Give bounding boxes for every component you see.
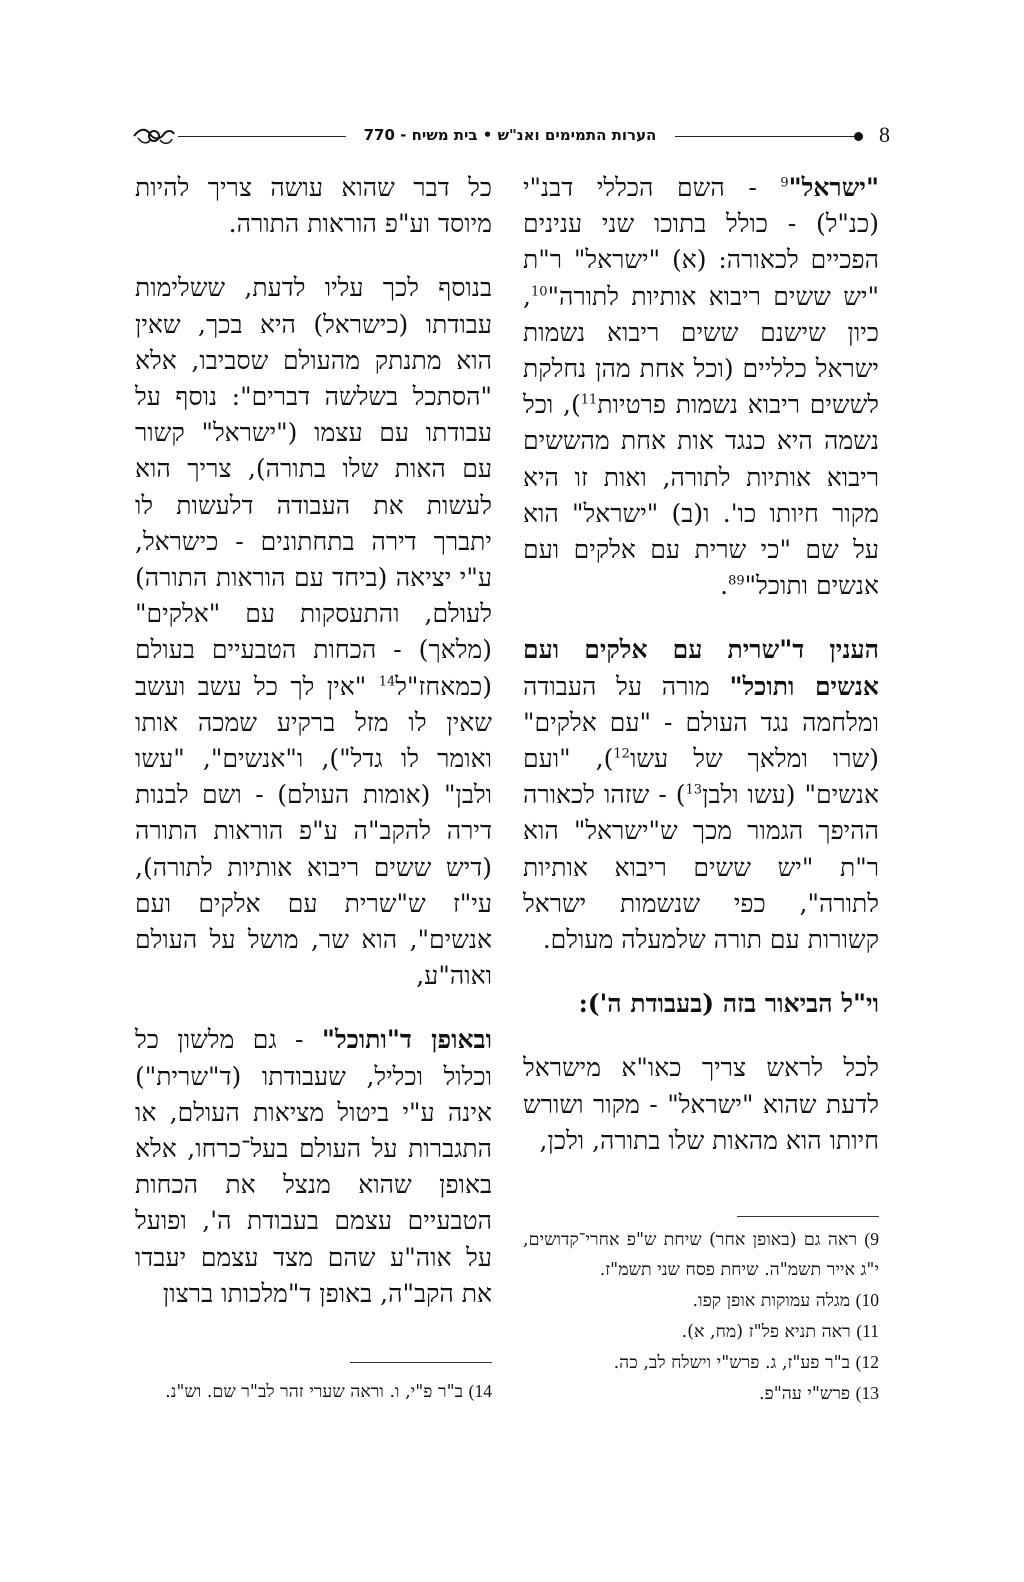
ornament-icon xyxy=(130,118,178,154)
footnote-13 xyxy=(523,1378,879,1409)
footnote-rule-left xyxy=(350,1362,492,1363)
paragraph-text: בנוסף לכך עליו לדעת, ששלימות עבודתו (כישראל) היא בכך, שאין הוא מתנתק מהעולם שסביבו, אלא "הסתכל בשלשה דברים": נוסף על עבודתו עם עצמו ("ישראל" קשור עם האות שלו בתורה), צריך הוא לעשות את העבודה דלעשות לו יתברך דירה בתחתונים - כישראל, xyxy=(135,273,492,556)
header-dot xyxy=(854,132,863,141)
running-title: הערות התמימים ואנ"ש • בית משיח - 770 xyxy=(363,126,657,144)
footnote-text: ב"ר פ"י, ו. וראה שערי זהר לב"ר שם. וש"נ. xyxy=(165,1382,464,1402)
paragraph-lead: הענין ד"שרית עם אלקים ועם אנשים ותוכל" xyxy=(523,635,879,701)
paragraph-sarita xyxy=(523,632,879,958)
footnote-ref[interactable]: 12 xyxy=(613,746,630,762)
paragraph-lead: ובאופן ד"ותוכל" xyxy=(321,1025,492,1055)
footnote-14 xyxy=(135,1376,492,1407)
footnote-text: פרש"י עה"פ. xyxy=(758,1384,851,1404)
footnote-9 xyxy=(523,1224,879,1285)
running-header xyxy=(130,118,890,158)
footnote-rule-right xyxy=(737,1216,879,1217)
footnote-number: 14) xyxy=(468,1381,492,1401)
header-rule-right xyxy=(675,136,855,137)
footnote-ref[interactable]: 89 xyxy=(728,573,745,589)
paragraph-in-addition xyxy=(135,270,492,994)
header-rule-left xyxy=(178,136,346,137)
paragraph-text: "אין לך כל עשב ועשב שאין לו מזל ברקיע שמכה אותו ואומר לו גדל"), ו"אנשים", "עשו ולבן" (אומות העולם) - ושם לבנות דירה להקב"ה ע"פ הוראות התורה (דיש ששים ריבוא אותיות לתורה), עי"ז ש"שרית עם אלקים ועם אנשים", הוא שר, מושל על העולם ואוה"ע, xyxy=(135,671,492,991)
footnote-text: ראה תניא פל"ז (מח, א). xyxy=(681,1322,851,1342)
paragraph-israel-name xyxy=(523,170,879,604)
footnote-ref[interactable]: 14 xyxy=(378,674,396,690)
footnote-number: 9) xyxy=(864,1229,879,1249)
footnote-text: ראה גם (באופן אחר) שיחת ש"פ אחרי־קדושים, י"ג אייר תשמ"ה. שיחת פסח שני תשמ"ז. xyxy=(523,1230,879,1280)
left-column xyxy=(135,170,492,1312)
footnote-text: מגלה עמוקות אופן קפו. xyxy=(692,1291,851,1311)
paragraph-explanation-heading: וי"ל הביאור בזה (בעבודת ה'): xyxy=(578,989,879,1019)
paragraph-lead: "ישראל" xyxy=(788,173,879,202)
footnote-ref[interactable]: 10 xyxy=(530,284,548,300)
paragraph-text: ), "ועם אנשים" (עשו ולבן xyxy=(523,744,880,810)
footnote-text: ב"ר פע"ז, ג. פרש"י וישלח לב, כה. xyxy=(613,1353,851,1373)
footnotes-right xyxy=(523,1224,879,1409)
paragraph-text: מורה על העבודה ומלחמה נגד העולם - "עם אלקים" (שרו ומלאך של עשו xyxy=(523,671,879,774)
paragraph-first-of-all: לכל לראש צריך כאו"א מישראל לדעת שהוא "ישראל" - מקור ושורש חיותו הוא מהאות שלו בתורה, ולכן, xyxy=(523,1053,879,1155)
paragraph-text: ), וכל נשמה היא כנגד אות אחת מהששים ריבוא אותיות לתורה, ואות זו היא מקור חיותו כו'. ו(ב) "ישראל" הוא על שם "כי שרית עם אלקים ועם אנשים ותוכל" xyxy=(523,390,879,601)
paragraph-text: - השם הכללי דבנ"י (כנ"ל) - כולל בתוכו שני ענינים הפכיים לכאורה: (א) "ישראל" ר"ת "יש ששים ריבוא אותיות לתורה" xyxy=(523,173,879,311)
paragraph-continuation: כל דבר שהוא עושה צריך להיות מיוסד וע"פ הוראות התורה. xyxy=(135,173,492,239)
page-number: 8 xyxy=(879,122,890,147)
footnote-number: 10) xyxy=(855,1290,879,1310)
footnote-number: 13) xyxy=(855,1383,879,1403)
footnote-ref[interactable]: 11 xyxy=(580,392,598,408)
footnote-10 xyxy=(523,1285,879,1316)
footnote-ref[interactable]: 13 xyxy=(685,782,703,798)
right-column xyxy=(523,170,879,1159)
footnote-number: 12) xyxy=(855,1352,879,1372)
paragraph-vatuchal xyxy=(135,1022,492,1312)
paragraph-text: , כיון שישנם ששים ריבוא נשמות ישראל כלליים (וכל אחת מהן נחלקת לששים ריבוא נשמות פרטיות xyxy=(523,281,879,420)
footnote-12 xyxy=(523,1347,879,1378)
paragraph-text: ע"י יציאה (ביחד עם הוראות התורה) לעולם, והתעסקות עם "אלקים" (מלאך) - הכחות הטבעיים בעולם (כמאחז"ל xyxy=(135,563,492,701)
footnote-number: 11) xyxy=(856,1321,879,1341)
paragraph-text: . xyxy=(720,571,729,601)
footnote-ref[interactable]: 9 xyxy=(780,175,789,191)
footnote-11 xyxy=(523,1316,879,1347)
paragraph-text: ) - שזהו לכאורה ההיפך הגמור מכך ש"ישראל" הוא ר"ת "יש ששים ריבוא אותיות לתורה", כפי שנשמות ישראל קשורות עם תורה שלמעלה מעולם. xyxy=(523,780,879,955)
footnotes-left xyxy=(135,1376,492,1407)
paragraph-text: - גם מלשון כל וכלול וכליל, שעבודתו (ד"שרית") אינה ע"י ביטול מציאות העולם, או התגברות על העולם בעל־כרחו, אלא באופן שהוא מנצל את הכחות הטבעיים עצמם בעבודת ה', ופועל על אוה"ע שהם מצד עצמם יעבדו את הקב"ה, באופן ד"מלכותו ברצון xyxy=(135,1025,492,1308)
